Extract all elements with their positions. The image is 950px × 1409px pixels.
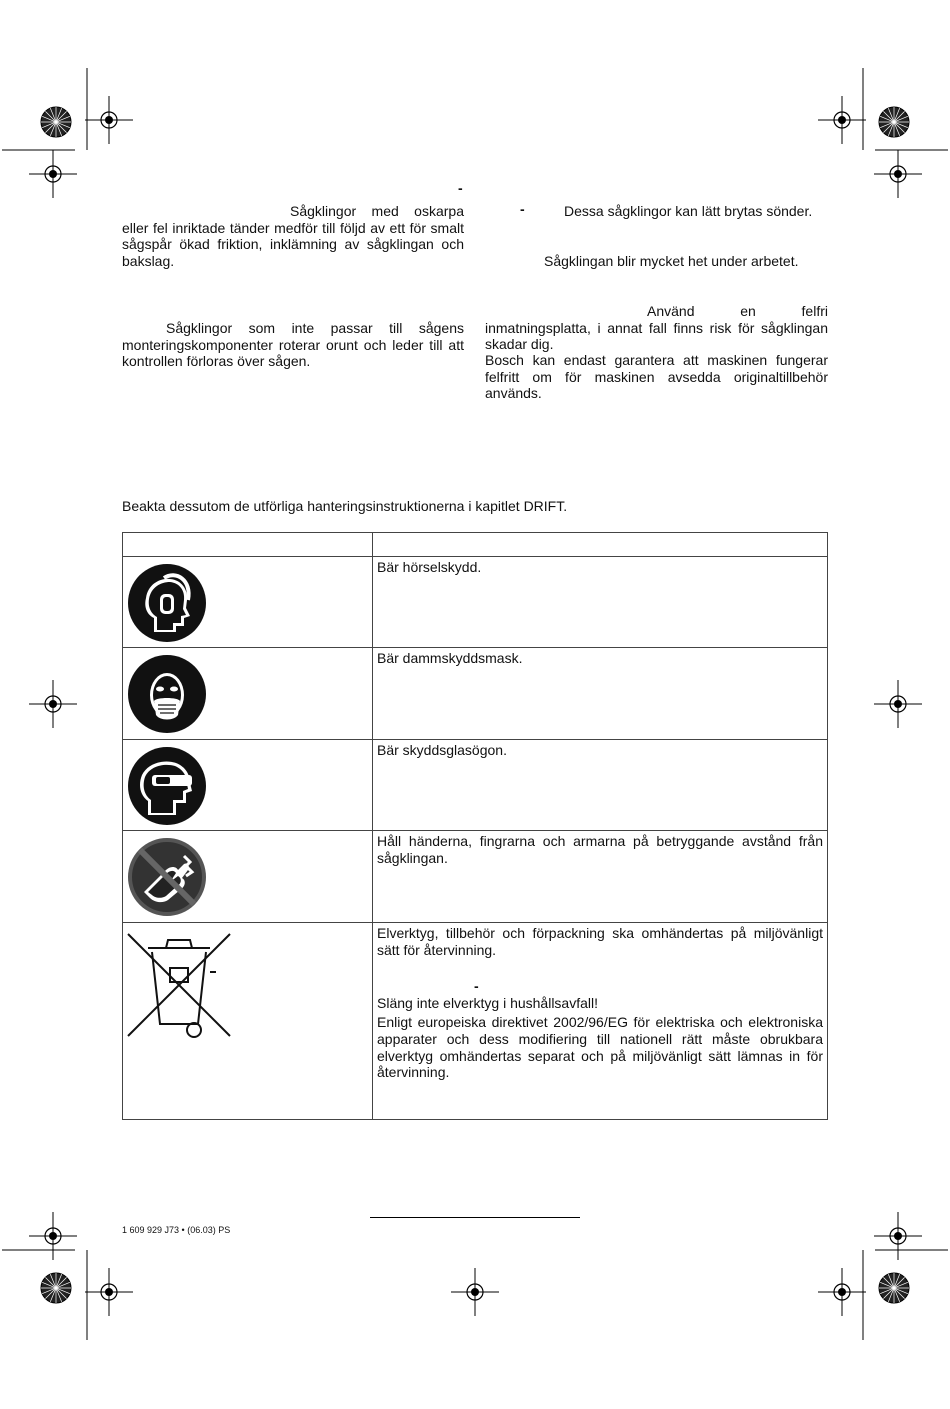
table-row	[123, 648, 827, 740]
left-column-dash: -	[458, 180, 463, 196]
row-text-3: Enligt europeiska direktivet 2002/96/EG för elektriska och elektroniska apparater och dess modifiering till nationell rätt måste obrukbara elverktyg omhändertas separat och på miljövänligt sätt lämnas in för återvinning.	[377, 1014, 823, 1081]
safety-goggles-icon	[126, 745, 208, 827]
right-paragraph-1: Dessa sågklingor kan lätt brytas sönder.	[564, 203, 813, 219]
row-text-2: Släng inte elverktyg i hushållsavfall!	[377, 994, 599, 1011]
left-paragraph-2: Sågklingor som inte passar till sågens monteringskomponenter roterar orunt och leder till att kontrollen förloras över sågen.	[122, 320, 464, 370]
intro-text: Beakta dessutom de utförliga hanteringsinstruktionerna i kapitlet DRIFT.	[122, 498, 568, 514]
right-paragraph-3: Använd en felfri inmatningsplatta, i annat fall finns risk för sågklingan skadar dig.	[485, 303, 828, 353]
row-text: Bär hörselskydd.	[377, 559, 482, 575]
right-column-dash: -	[520, 201, 525, 217]
safety-symbols-table	[122, 532, 828, 1120]
row-dash: -	[474, 978, 479, 995]
crossed-bin-icon	[126, 932, 236, 1042]
table-row	[123, 923, 827, 1119]
table-row	[123, 557, 827, 648]
row-text: Bär skyddsglasögon.	[377, 742, 507, 758]
table-header-cell-meaning	[373, 533, 827, 556]
row-text: Elverktyg, tillbehör och förpackning ska omhändertas på miljövänligt sätt för återvinning.	[377, 925, 823, 958]
table-header-cell-symbol	[123, 533, 373, 556]
left-paragraph-1: Sågklingor med oskarpa eller fel inriktade tänder medför till följd av ett för smalt sågspår ökad friktion, inklämning av sågklingan och bakslag.	[122, 203, 464, 269]
table-header-row	[123, 533, 827, 557]
footer-code: 1 609 929 J73 • (06.03) PS	[122, 1225, 231, 1235]
table-row	[123, 740, 827, 831]
dust-mask-icon	[126, 653, 208, 735]
footer-rule	[370, 1217, 580, 1218]
row-text: Håll händerna, fingrarna och armarna på betryggande avstånd från sågklingan.	[377, 833, 823, 866]
right-paragraph-4: Bosch kan endast garantera att maskinen fungerar felfritt om för maskinen avsedda originaltillbehör används.	[485, 352, 828, 402]
row-text: Bär dammskyddsmask.	[377, 650, 523, 666]
no-hands-icon	[126, 836, 208, 918]
table-row	[123, 831, 827, 923]
right-paragraph-2: Sågklingan blir mycket het under arbetet.	[544, 253, 799, 269]
hearing-protection-icon	[126, 562, 208, 644]
